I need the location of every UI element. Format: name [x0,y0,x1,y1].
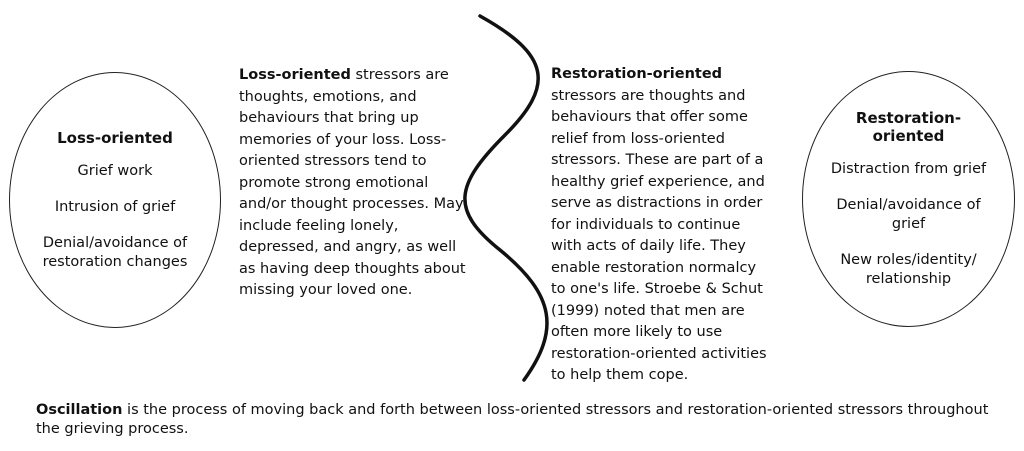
loss-description-heading: Loss-oriented [239,67,351,83]
restoration-item-distraction: Distraction from grief [830,161,987,177]
restoration-item-new-roles: New roles/identity/ relationship [840,252,977,287]
restoration-description-heading: Restoration-oriented [551,66,723,82]
loss-ellipse-title: Loss-oriented [57,128,173,147]
restoration-oriented-ellipse [802,71,1015,327]
restoration-description-body: stressors are thoughts and behaviours that offer some relief from loss-oriented stressors. These are part of a healthy grief experience, and serve as distractions in order for individuals to continue with acts of daily life. They enable restoration normalcy to one's life. Stroebe & Schut (1999) noted that men are often more likely to use restoration-oriented activities to help them cope. [551,87,767,383]
loss-item-intrusion: Intrusion of grief [54,198,176,215]
oscillation-body: is the process of moving back and forth between loss-oriented stressors and restoration-oriented stressors throughout the grieving process. [36,402,989,437]
restoration-ellipse-title: Restoration-oriented [855,109,962,145]
loss-description-body: stressors are thoughts, emotions, and behaviours that bring up memories of your loss. Loss-oriented stressors tend to promote strong emotional and/or thought processes. May include feeling lonely, depressed, and angry, as well as having deep thoughts about missing your loved one. [239,67,466,298]
oscillation-heading: Oscillation [36,402,123,418]
oscillation-definition [36,401,996,439]
restoration-oriented-description [551,64,775,387]
restoration-item-denial: Denial/avoidance of grief [836,197,981,232]
loss-item-grief-work: Grief work [77,162,153,179]
loss-item-denial: Denial/avoidance of restoration changes [42,234,188,270]
